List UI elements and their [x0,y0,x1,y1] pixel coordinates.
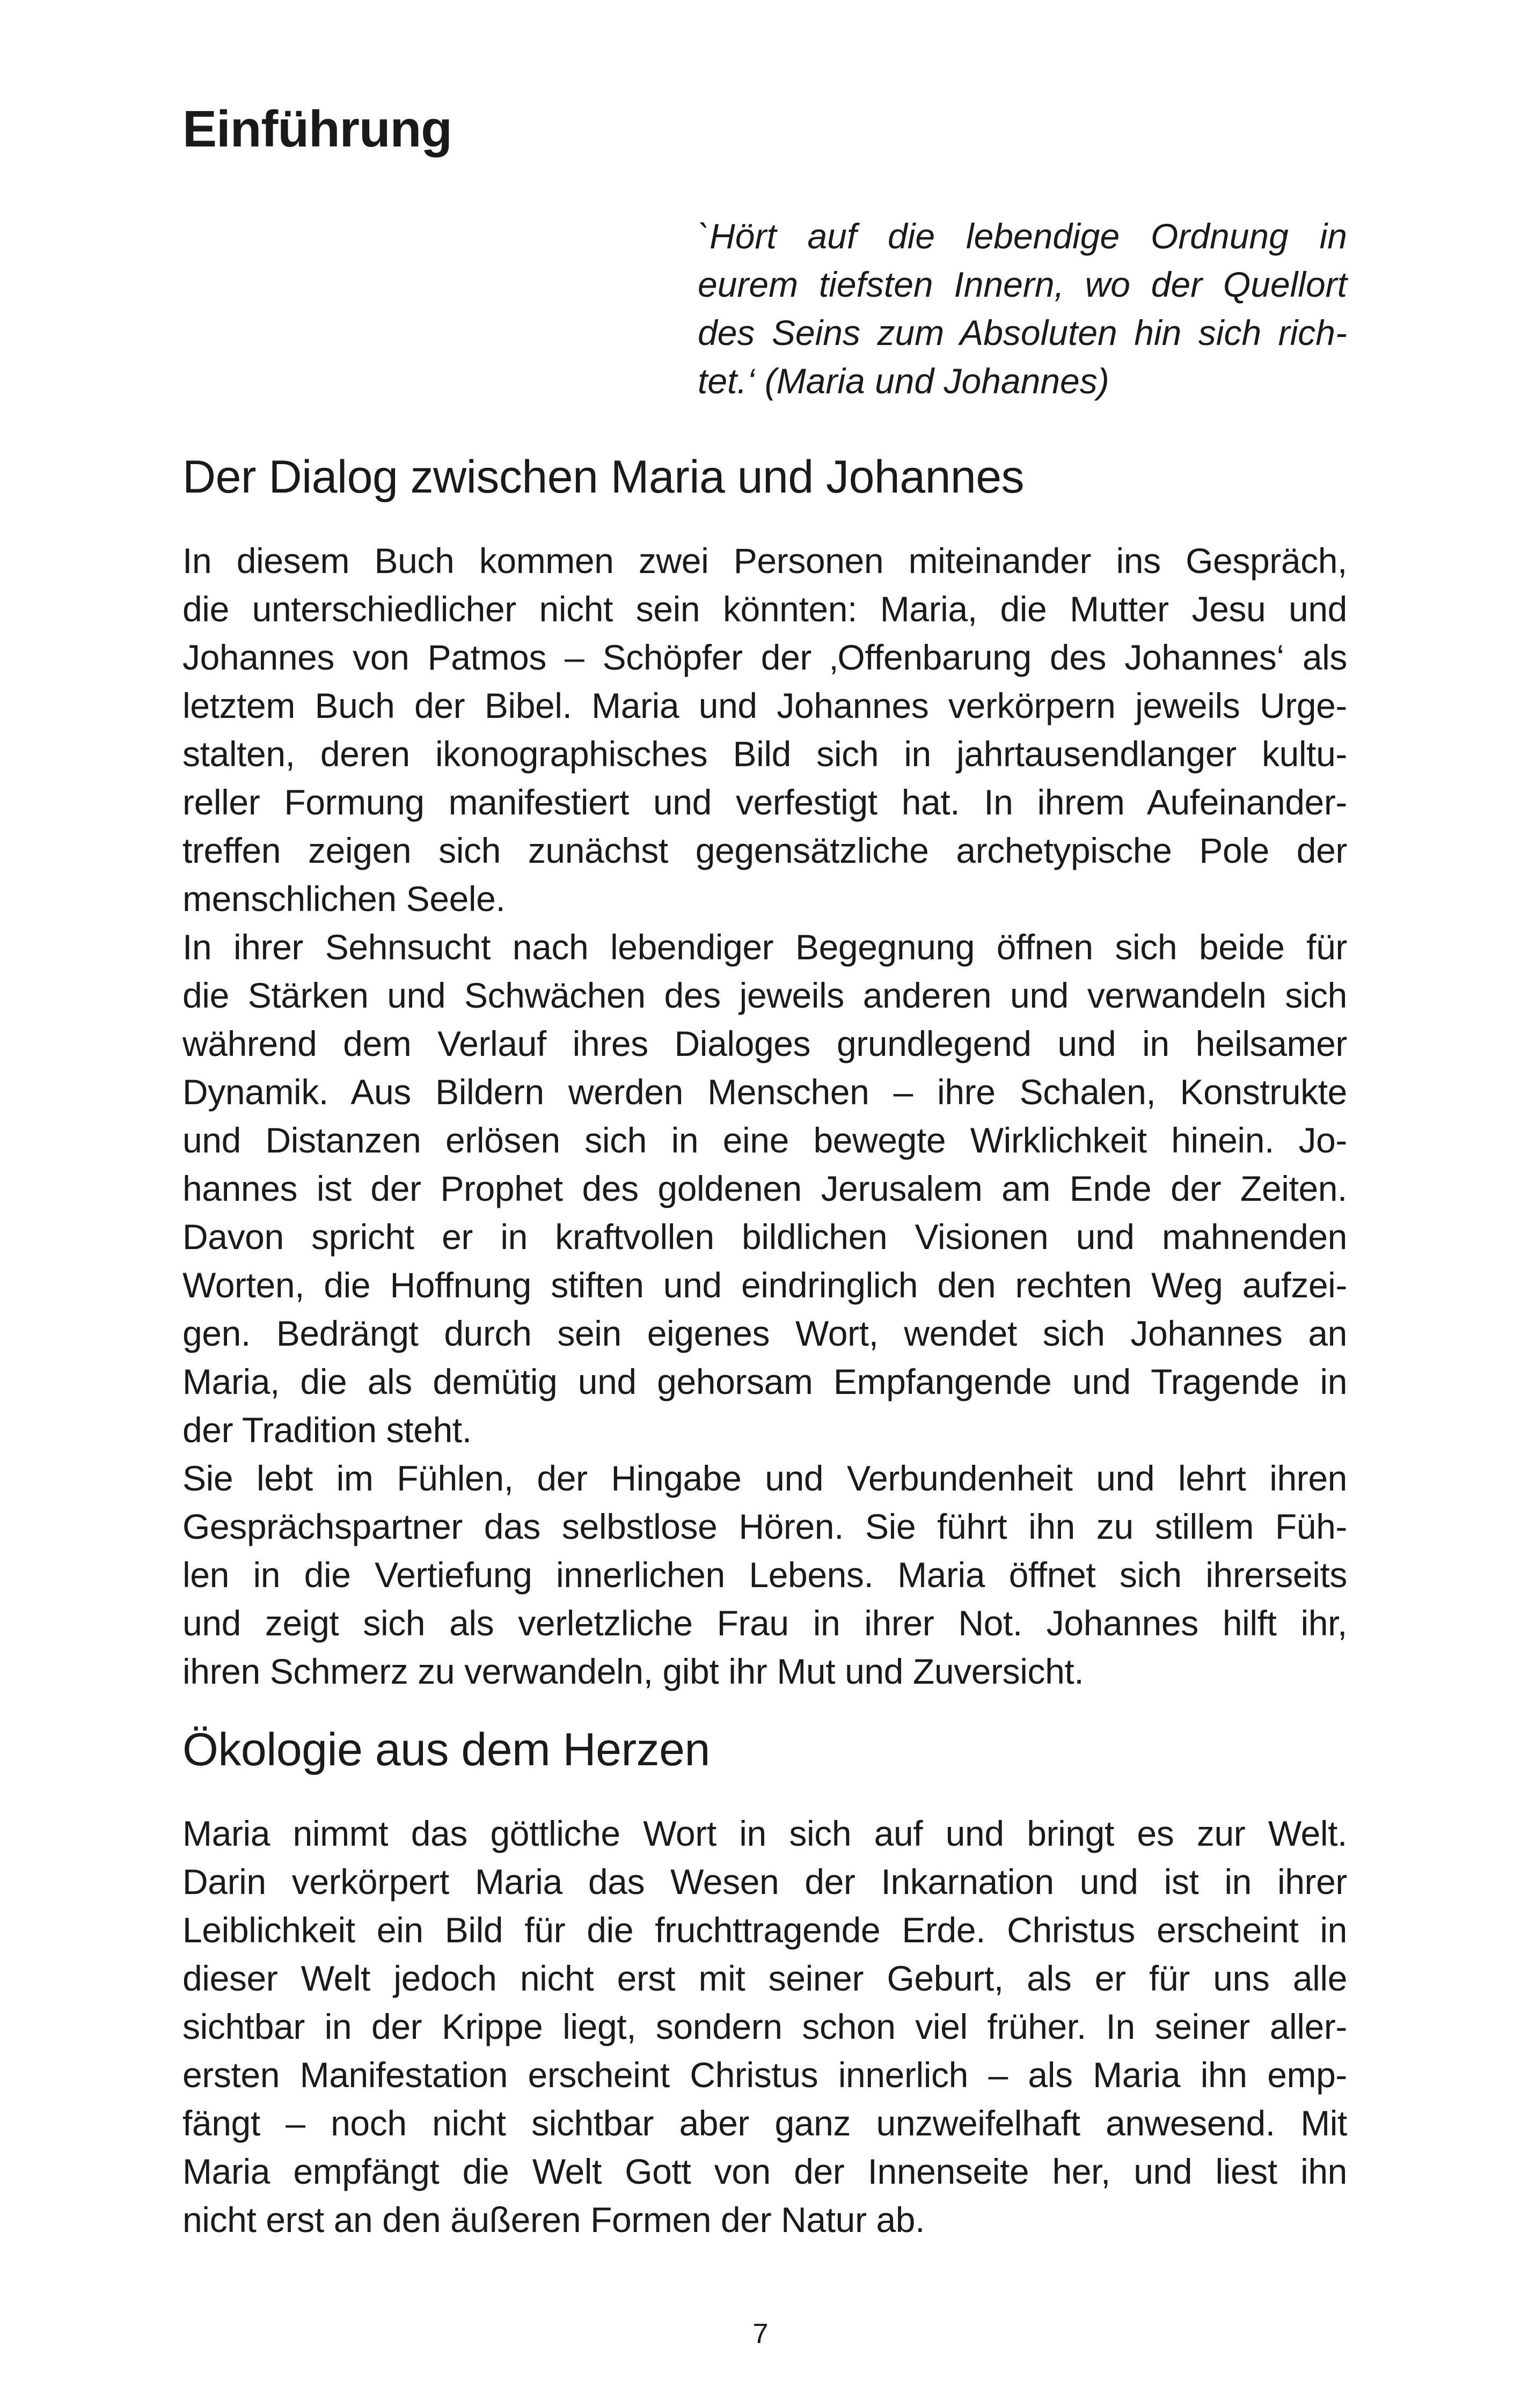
epigraph-line: des Seins zum Absoluten hin sich rich- [698,313,1347,353]
text-line: gen. Bedrängt durch sein eigenes Wort, wendet sich Johannes an [182,1313,1347,1353]
text-line: Worten, die Hoffnung stiften und eindringlich den rechten Weg aufzei- [182,1265,1347,1305]
text-line: dieser Welt jedoch nicht erst mit seiner Geburt, als er für uns alle [182,1958,1347,1998]
text-line: Davon spricht er in kraftvollen bildlichen Visionen und mahnenden [182,1217,1347,1257]
text-line: Dynamik. Aus Bildern werden Menschen – ihre Schalen, Konstrukte [182,1072,1347,1112]
text-line: und zeigt sich als verletzliche Frau in ihrer Not. Johannes hilft ihr, [182,1603,1347,1643]
paragraph [182,537,1347,923]
paragraph [182,923,1347,1454]
paragraph [182,1454,1347,1695]
text-line: Maria empfängt die Welt Gott von der Innenseite her, und liest ihn [182,2152,1347,2191]
text-line: Leiblichkeit ein Bild für die fruchttragende Erde. Christus erscheint in [182,1910,1347,1950]
epigraph-line: tet.‘ (Maria und Johannes) [698,361,1109,401]
text-line: Maria, die als demütig und gehorsam Empfangende und Tragende in [182,1362,1347,1401]
text-line: Johannes von Patmos – Schöpfer der ‚Offenbarung des Johannes‘ als [182,637,1347,677]
text-line: während dem Verlauf ihres Dialoges grundlegend und in heilsamer [182,1024,1347,1063]
section-heading-oekologie: Ökologie aus dem Herzen [182,1724,710,1775]
section-heading-dialog: Der Dialog zwischen Maria und Johannes [182,451,1025,503]
text-line: fängt – noch nicht sichtbar aber ganz unzweifelhaft anwesend. Mit [182,2103,1347,2143]
text-line: ersten Manifestation erscheint Christus innerlich – als Maria ihn emp- [182,2055,1347,2095]
text-line: ihren Schmerz zu verwandeln, gibt ihr Mut und Zuversicht. [182,1651,1084,1691]
epigraph-line: eurem tiefsten Innern, wo der Quellort [698,265,1347,304]
text-line: nicht erst an den äußeren Formen der Natur ab. [182,2200,925,2240]
text-line: treffen zeigen sich zunächst gegensätzliche archetypische Pole der [182,831,1347,870]
text-line: In ihrer Sehnsucht nach lebendiger Begegnung öffnen sich beide für [182,927,1347,967]
text-line: stalten, deren ikonographisches Bild sich in jahrtausendlanger kultu- [182,734,1347,774]
text-line: len in die Vertiefung innerlichen Lebens. Maria öffnet sich ihrerseits [182,1555,1347,1595]
section-body-oekologie [182,1809,1347,2244]
epigraph-quote [698,212,1347,405]
text-line: Maria nimmt das göttliche Wort in sich auf und bringt es zur Welt. [182,1814,1347,1853]
text-line: die unterschiedlicher nicht sein könnten: Maria, die Mutter Jesu und [182,589,1347,629]
text-line: hannes ist der Prophet des goldenen Jerusalem am Ende der Zeiten. [182,1169,1347,1208]
text-line: menschlichen Seele. [182,879,506,919]
paragraph [182,1809,1347,2244]
text-line: reller Formung manifestiert und verfestigt hat. In ihrem Aufeinander- [182,782,1347,822]
text-line: die Stärken und Schwächen des jeweils anderen und verwandeln sich [182,975,1347,1015]
text-line: Darin verkörpert Maria das Wesen der Inkarnation und ist in ihrer [182,1862,1347,1902]
chapter-title: Einführung [182,100,452,158]
text-line: der Tradition steht. [182,1410,472,1450]
text-line: sichtbar in der Krippe liegt, sondern schon viel früher. In seiner aller- [182,2007,1347,2046]
section-body-dialog [182,537,1347,1695]
text-line: Sie lebt im Fühlen, der Hingabe und Verbundenheit und lehrt ihren [182,1458,1347,1498]
text-line: In diesem Buch kommen zwei Personen miteinander ins Gespräch, [182,541,1347,581]
text-line: letztem Buch der Bibel. Maria und Johannes verkörpern jeweils Urge- [182,686,1347,725]
page-number: 7 [752,2318,769,2350]
text-line: und Distanzen erlösen sich in eine bewegte Wirklichkeit hinein. Jo- [182,1120,1347,1160]
text-line: Gesprächspartner das selbstlose Hören. Sie führt ihn zu stillem Füh- [182,1507,1347,1546]
epigraph-line: `Hört auf die lebendige Ordnung in [698,216,1347,256]
